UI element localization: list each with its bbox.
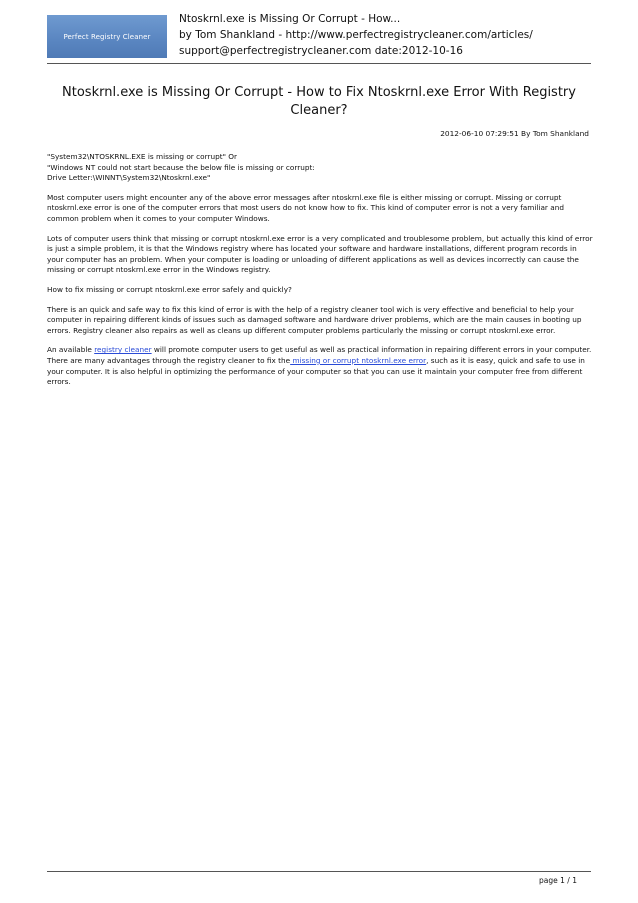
paragraph: Lots of computer users think that missing or corrupt ntoskrnl.exe error is a very complicated and troublesome problem, but actually this kind of error is just a simple problem, it is that the Windows registry where has located your software and hardware installations, different program records in your computer has an problem. When your computer is loading or unloading of different applications as well as devices incorrectly can cause the missing or corrupt ntoskrnl.exe error in the Windows registry. xyxy=(47,233,593,275)
paragraph-text: An available xyxy=(47,345,95,355)
header-divider xyxy=(47,63,591,64)
document-header xyxy=(179,11,533,59)
article-title: Ntoskrnl.exe is Missing Or Corrupt - How to Fix Ntoskrnl.exe Error With Registry Cleaner? xyxy=(62,85,576,118)
error-line: "Windows NT could not start because the below file is missing or corrupt: xyxy=(47,162,315,172)
paragraph-text: will promote computer users to get useful as well as practical information in repairing different errors in your computer. There are many advantages through the registry cleaner to fix the xyxy=(47,345,592,365)
logo-text: Perfect Registry Cleaner xyxy=(63,32,151,41)
paragraph-question: How to fix missing or corrupt ntoskrnl.exe error safely and quickly? xyxy=(47,284,292,294)
paragraph-text: , such as it is easy, quick and safe to use in your computer. It is also helpful in optimizing the performance of your computer so that you can use it maintain your computer free from different errors. xyxy=(47,355,585,387)
ntoskrnl-error-link[interactable]: missing or corrupt ntoskrnl.exe error xyxy=(290,355,427,365)
paragraph: Most computer users might encounter any of the above error messages after ntoskrnl.exe file is either missing or corrupt. Missing or corrupt ntoskrnl.exe error is one of the computer errors that most users do not know how to fix. This kind of computer error is not a very familiar and common problem when it comes to your computer Windows. xyxy=(47,192,564,223)
footer-divider xyxy=(47,871,591,872)
registry-cleaner-link[interactable]: registry cleaner xyxy=(94,345,152,355)
article-meta: 2012-06-10 07:29:51 By Tom Shankland xyxy=(440,129,589,138)
page-number: page 1 / 1 xyxy=(539,876,577,885)
document-title: Ntoskrnl.exe is Missing Or Corrupt - How... xyxy=(179,13,401,25)
error-line: Drive Letter:\WINNT\System32\Ntoskrnl.exe" xyxy=(47,173,211,183)
document-contact: support@perfectregistrycleaner.com date:2012-10-16 xyxy=(179,45,463,57)
article-body xyxy=(47,152,593,397)
document-byline: by Tom Shankland - http://www.perfectregistrycleaner.com/articles/ xyxy=(179,29,533,41)
paragraph-with-links xyxy=(47,345,593,387)
error-line: "System32\NTOSKRNL.EXE is missing or corrupt" Or xyxy=(47,152,237,161)
paragraph: There is an quick and safe way to fix this kind of error is with the help of a registry cleaner tool wich is very effective and beneficial to help your computer in repairing different kinds of issues such as damaged software and hardware driver problems, which are the main causes in booting up errors. Registry cleaner also repairs as well as cleans up different computer problems particularly the missing or corrupt ntoskrnl.exe error. xyxy=(47,304,582,335)
error-message-block xyxy=(47,152,593,184)
site-logo xyxy=(47,15,167,58)
